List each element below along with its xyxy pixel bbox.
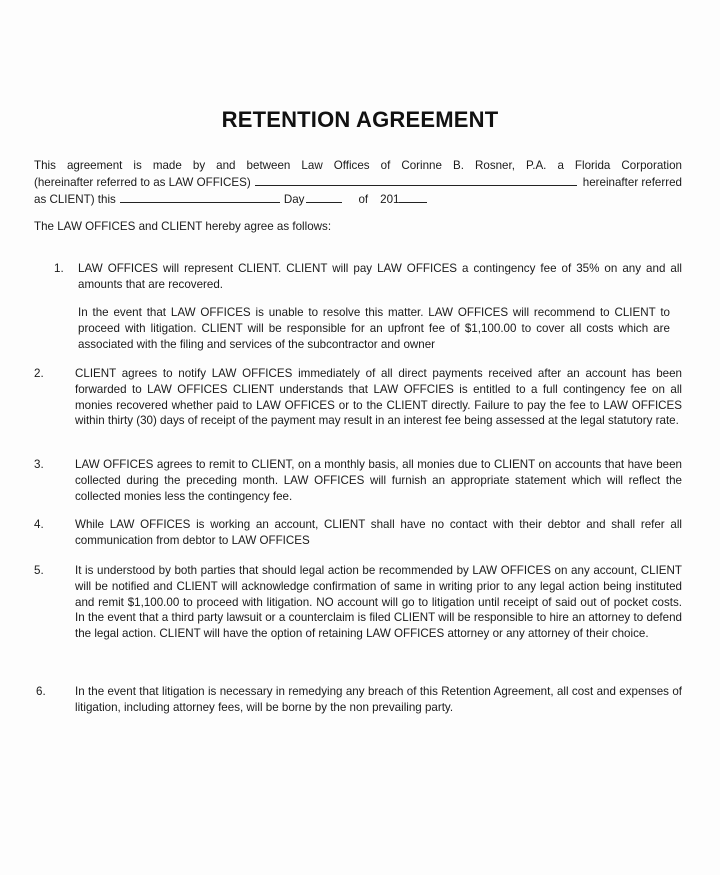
day-label: Day: [283, 192, 305, 206]
year-prefix: 201: [380, 192, 400, 206]
document-title: RETENTION AGREEMENT: [221, 107, 499, 132]
party-name-blank[interactable]: [255, 174, 577, 186]
clause-number: 2.: [34, 367, 44, 380]
date-blank[interactable]: [120, 191, 280, 203]
intro-line-3-start: as CLIENT) this: [34, 192, 116, 206]
agreement-intro: The LAW OFFICES and CLIENT hereby agree as follows:: [34, 220, 332, 233]
clause-text: CLIENT agrees to notify LAW OFFICES immediately of all direct payments received after an account has been forwarded to LAW OFFICES CLIENT understands that LAW OFFCIES is entitled to a full contingency fee on all monies recovered whether paid to LAW OFFICES or to the CLIENT directly. Failure to pay the fee to LAW OFFICES within thirty (30) days of receipt of the payment may result in an interest fee being assessed at the legal statutory rate.: [75, 367, 682, 428]
clause-text: LAW OFFICES agrees to remit to CLIENT, on a monthly basis, all monies due to CLIENT on accounts that have been collected during the preceding month. LAW OFFICES will furnish an appropriate statement which will reflect the collected monies less the contingency fee.: [75, 458, 682, 503]
year-blank[interactable]: [399, 191, 427, 203]
clause-text: It is understood by both parties that should legal action be recommended by LAW OFFICES on any account, CLIENT will be notified and CLIENT will acknowledge confirmation of same in writing prior to any legal action being instituted and remit $1,100.00 to proceed with litigation. NO account will go to litigation until receipt of said out of pocket costs. In the event that a third party lawsuit or a counterclaim is filed CLIENT will be responsible to hire an attorney to defend the legal action. CLIENT will have the option of retaining LAW OFFICES attorney or any attorney of their choice.: [75, 564, 682, 641]
clause-1-subparagraph: In the event that LAW OFFICES is unable to resolve this matter. LAW OFFICES will recommend to CLIENT to proceed with litigation. CLIENT will be responsible for an upfront fee of $1,100.00 to cover all costs which are associated with the filing and services of the subcontractor and owner: [78, 306, 670, 351]
intro-line-3: [34, 191, 682, 208]
intro-line-2: [34, 174, 682, 191]
clause-text: While LAW OFFICES is working an account, CLIENT shall have no contact with their debtor and shall refer all communication from debtor to LAW OFFICES: [75, 518, 682, 547]
intro-line-2-end: hereinafter referred: [582, 175, 682, 189]
of-label: of: [358, 192, 369, 206]
clause-number: 1.: [54, 262, 64, 275]
clause-number: 5.: [34, 564, 44, 577]
clause-number: 3.: [34, 458, 44, 471]
clause-text: In the event that litigation is necessary in remedying any breach of this Retention Agreement, all cost and expenses of litigation, including attorney fees, will be borne by the non prevailing party.: [75, 685, 682, 714]
intro-paragraph: [34, 158, 682, 207]
clause-text: LAW OFFICES will represent CLIENT. CLIENT will pay LAW OFFICES a contingency fee of 35% on any and all amounts that are recovered.: [78, 262, 682, 291]
intro-line-1: This agreement is made by and between Law Offices of Corinne B. Rosner, P.A. a Florida Corporation: [34, 159, 682, 172]
clause-number: 4.: [34, 518, 44, 531]
clause-number: 6.: [36, 685, 46, 698]
intro-line-2-start: (hereinafter referred to as LAW OFFICES): [34, 175, 251, 189]
day-blank[interactable]: [306, 191, 342, 203]
